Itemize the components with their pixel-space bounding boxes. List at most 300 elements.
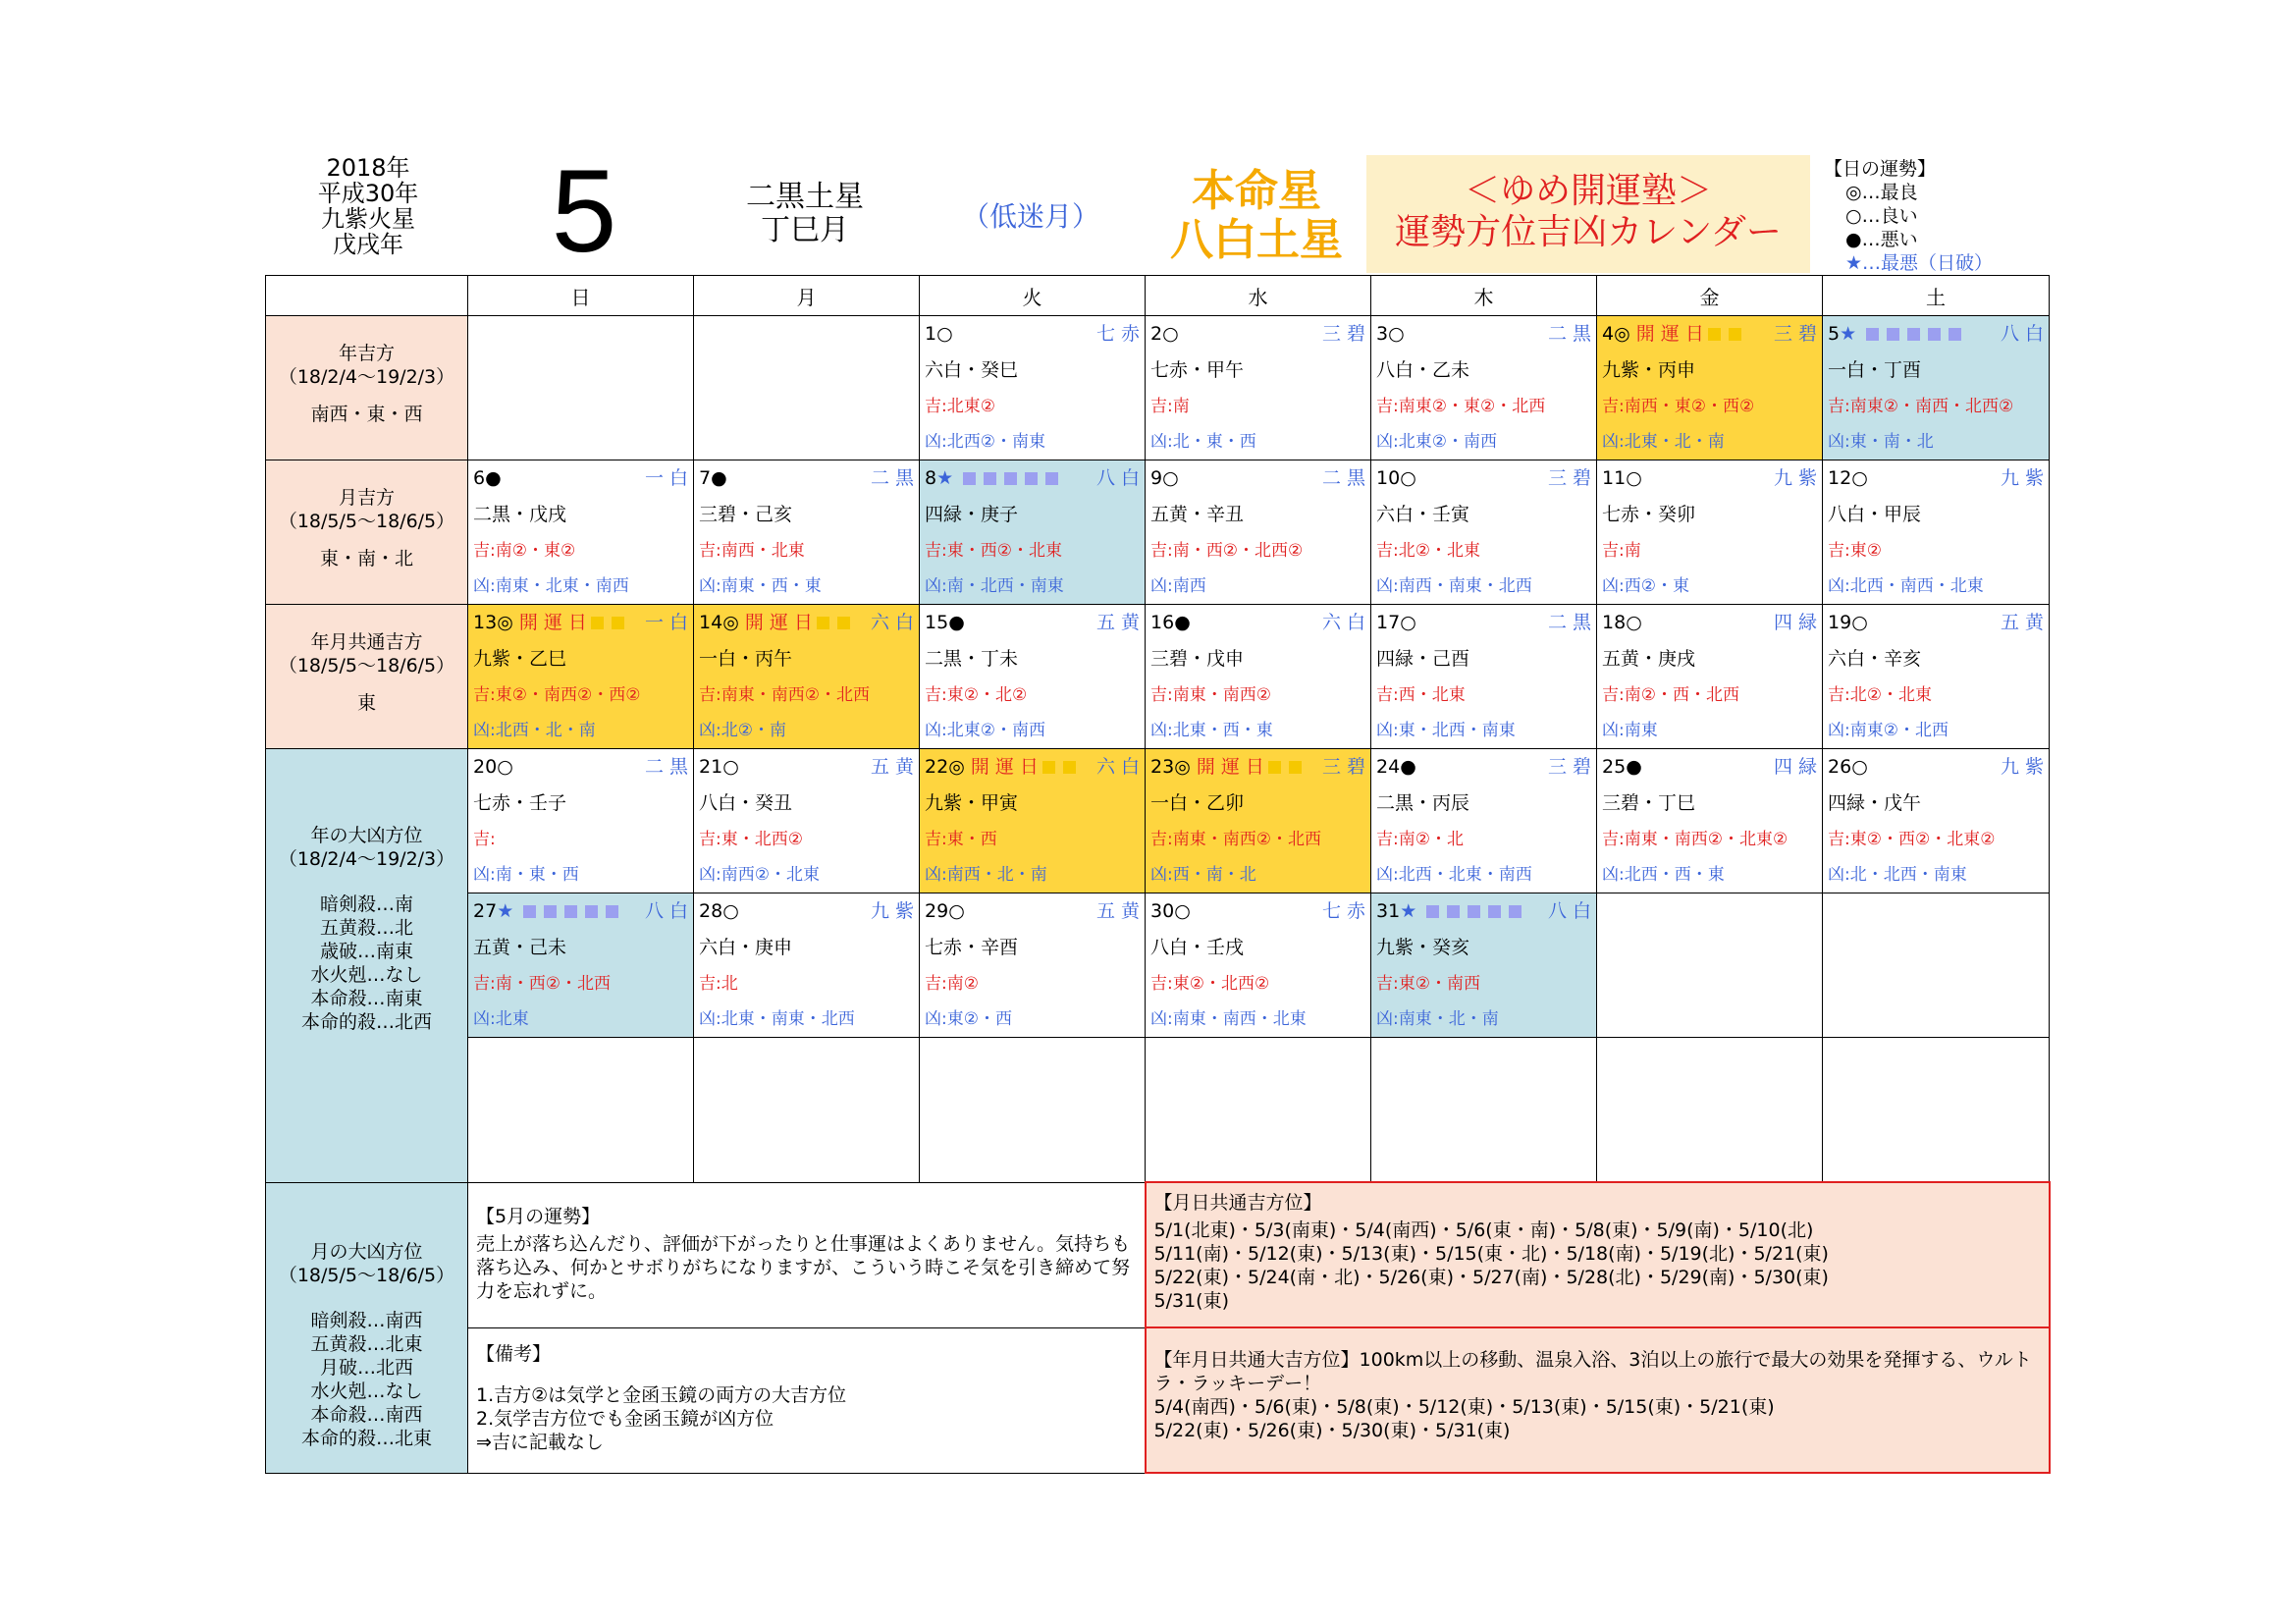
day-number: 30 <box>1150 900 1175 922</box>
day-fortune-mark: ● <box>1626 756 1642 778</box>
day-kichi: 吉:東②・南西 <box>1376 974 1480 994</box>
day-kanshi: 七赤・壬子 <box>473 792 567 814</box>
day-kichi: 吉:北②・北東 <box>1376 541 1480 561</box>
day-kanshi: 六白・辛亥 <box>1828 648 1922 670</box>
day-number: 11 <box>1602 467 1627 489</box>
kaiun-square-icon <box>1268 761 1281 774</box>
side-list-item: 五黄殺…北東 <box>310 1332 423 1355</box>
day-kyo: 凶:北西・北東・南西 <box>1376 865 1532 885</box>
worst-square-icon <box>1468 905 1480 918</box>
day-cell[interactable] <box>920 460 1146 605</box>
worst-squares <box>1862 323 1965 345</box>
empty-day-cell <box>468 1038 694 1183</box>
day-star: 三 碧 <box>1547 467 1591 489</box>
week-row <box>266 460 2050 605</box>
kaiun-square-icon <box>817 617 829 629</box>
day-kanshi: 七赤・甲午 <box>1150 359 1245 381</box>
calendar-grid <box>265 275 2051 1474</box>
day-cell[interactable] <box>1597 316 1823 460</box>
day-kanshi: 二黒・丙辰 <box>1376 792 1470 814</box>
day-kyo: 凶:南東・南西・北東 <box>1150 1009 1307 1029</box>
day-kyo: 凶:南西・南東・北西 <box>1376 576 1532 596</box>
day-kanshi: 一白・丁酉 <box>1828 359 1922 381</box>
day-fortune-mark: ○ <box>722 756 739 778</box>
day-number: 8 <box>925 467 937 489</box>
day-kyo: 凶:北西・南西・北東 <box>1828 576 1984 596</box>
worst-square-icon <box>1426 905 1439 918</box>
day-kyo: 凶:南・北西・南東 <box>925 576 1064 596</box>
empty-day-cell <box>1823 1038 2050 1183</box>
side-title: 月の大凶方位 <box>310 1240 423 1263</box>
title-line: 運勢方位吉凶カレンダー <box>1395 212 1782 252</box>
note-line: 2.気学吉方位でも金函玉鏡が凶方位 <box>476 1407 774 1430</box>
day-star: 六 白 <box>870 612 914 633</box>
day-number: 6 <box>473 467 486 489</box>
nengetsu-kippo <box>266 605 468 749</box>
day-star: 三 碧 <box>1547 756 1591 778</box>
title-line: ＜ゆめ開運塾＞ <box>1464 171 1712 211</box>
day-star: 九 紫 <box>2000 756 2044 778</box>
empty-day-cell <box>694 316 920 460</box>
day-kyo: 凶:西②・東 <box>1602 576 1689 596</box>
day-kichi: 吉:南西・北東 <box>699 541 805 561</box>
weekday-row <box>266 276 2050 316</box>
month-star-line: 丁巳月 <box>761 213 849 247</box>
day-fortune-mark: ● <box>948 612 965 633</box>
side-list-item: 暗剣殺…南 <box>319 893 413 915</box>
side-range: （18/5/5～18/6/5） <box>278 1264 455 1286</box>
day-fortune-mark: ● <box>485 467 502 489</box>
worst-square-icon <box>1045 472 1058 485</box>
day-kichi: 吉:北②・北東 <box>1828 685 1932 705</box>
note-line: 1.吉方②は気学と金函玉鏡の両方の大吉方位 <box>476 1383 847 1406</box>
worst-square-icon <box>1025 472 1038 485</box>
day-star: 二 黒 <box>644 756 688 778</box>
note-line: 5/11(南)・5/12(東)・5/13(東)・5/15(東・北)・5/18(南)・5/19(北)・5/21(東) <box>1153 1243 1829 1265</box>
honmei-line: 八白土星 <box>1170 215 1343 265</box>
day-fortune-mark: ○ <box>1162 323 1179 345</box>
day-fortune-mark: ○ <box>936 323 953 345</box>
day-kyo: 凶:北東②・南西 <box>925 721 1045 740</box>
day-kyo: 凶:南・東・西 <box>473 865 579 885</box>
worst-square-icon <box>1004 472 1017 485</box>
day-kanshi: 八白・甲辰 <box>1828 504 1922 525</box>
day-kichi: 吉:南東・南西②・北東② <box>1602 830 1789 849</box>
worst-squares <box>1422 900 1525 922</box>
side-list-item: 五黄殺…北 <box>319 917 413 939</box>
day-kyo: 凶:南東・北東・南西 <box>473 576 629 596</box>
day-cell[interactable] <box>468 893 694 1038</box>
day-fortune-mark: ○ <box>1162 467 1179 489</box>
day-star: 五 黄 <box>1095 900 1140 922</box>
worst-square-icon <box>523 905 536 918</box>
day-star: 八 白 <box>2000 323 2044 345</box>
day-star: 五 黄 <box>870 756 914 778</box>
day-star: 七 赤 <box>1321 900 1365 922</box>
weekday-sat: 土 <box>1823 276 2050 316</box>
day-star: 八 白 <box>644 900 688 922</box>
day-fortune-mark: ● <box>711 467 727 489</box>
day-kyo: 凶:北東・北・南 <box>1602 432 1725 452</box>
day-cell[interactable] <box>1823 316 2050 460</box>
legend-item: ◎…最良 <box>1845 182 1918 203</box>
day-kichi: 吉:南東②・南西・北西② <box>1828 397 2014 416</box>
day-cell[interactable] <box>1597 605 1823 749</box>
honmei-line: 本命星 <box>1192 166 1321 216</box>
day-star: 九 紫 <box>1773 467 1817 489</box>
worst-square-icon <box>984 472 996 485</box>
day-cell[interactable] <box>1146 605 1371 749</box>
worst-square-icon <box>1509 905 1522 918</box>
year-line: 平成30年 <box>317 180 419 207</box>
day-cell[interactable] <box>1371 749 1597 893</box>
legend-item-worst: ★…最悪（日破） <box>1845 252 1994 274</box>
day-star: 五 黄 <box>1095 612 1140 633</box>
kaiun-square-icon <box>837 617 850 629</box>
day-kichi: 吉:南 <box>1150 397 1190 416</box>
note-title: 【5月の運勢】 <box>476 1205 601 1227</box>
day-fortune-mark: ★ <box>1840 323 1857 345</box>
day-kanshi: 一白・乙卯 <box>1150 792 1245 814</box>
worst-square-icon <box>564 905 577 918</box>
day-number: 10 <box>1376 467 1401 489</box>
day-number: 28 <box>699 900 723 922</box>
day-kanshi: 六白・庚申 <box>699 937 793 958</box>
kaiun-square-icon <box>1289 761 1302 774</box>
day-cell[interactable] <box>694 749 920 893</box>
day-kanshi: 六白・癸巳 <box>925 359 1019 381</box>
day-cell[interactable] <box>1146 893 1371 1038</box>
day-number: 14 <box>699 612 723 633</box>
day-number: 27 <box>473 900 498 922</box>
day-star: 六 白 <box>1095 756 1140 778</box>
side-list-item: 歳破…南東 <box>319 941 413 962</box>
day-number: 5 <box>1828 323 1841 345</box>
legend-item: ○…良い <box>1845 205 1918 227</box>
day-number: 24 <box>1376 756 1401 778</box>
day-cell[interactable] <box>468 749 694 893</box>
day-fortune-mark: ◎ <box>948 756 965 778</box>
day-number: 15 <box>925 612 949 633</box>
day-kanshi: 一白・丙午 <box>699 648 793 670</box>
day-cell[interactable] <box>468 460 694 605</box>
note-text: 売上が落ち込んだり、評価が下がったりと仕事運はよくありません。気持ちも落ち込み、何かとサボりがちになりますが、こういう時こそ気を引き締めて努力を忘れずに。 <box>476 1232 1131 1302</box>
empty-day-cell <box>468 316 694 460</box>
worst-square-icon <box>1447 905 1460 918</box>
day-fortune-mark: ◎ <box>497 612 513 633</box>
day-kichi: 吉:南②・北 <box>1376 830 1464 849</box>
day-fortune-mark: ★ <box>497 900 514 922</box>
kaiun-square-icon <box>1729 328 1741 341</box>
day-fortune-mark: ● <box>1400 756 1416 778</box>
day-kanshi: 九紫・甲寅 <box>925 792 1019 814</box>
day-number: 4 <box>1602 323 1615 345</box>
worst-square-icon <box>1949 328 1961 341</box>
day-cell[interactable] <box>1146 460 1371 605</box>
day-number: 19 <box>1828 612 1852 633</box>
day-star: 三 碧 <box>1773 323 1817 345</box>
day-kyo: 凶:南東・西・東 <box>699 576 822 596</box>
side-title: 月吉方 <box>338 487 395 509</box>
day-fortune-mark: ○ <box>1400 467 1416 489</box>
note-body: 100km以上の移動、温泉入浴、3泊以上の旅行で最大の効果を発揮する、ウルトラ・ラッキーデー！ <box>1153 1349 2032 1394</box>
day-kichi: 吉:南②・西・北西 <box>1602 685 1739 705</box>
day-kyo: 凶:北・東・西 <box>1150 432 1256 452</box>
day-kanshi: 七赤・癸卯 <box>1602 504 1696 525</box>
side-title: 年月共通吉方 <box>310 631 423 653</box>
day-cell[interactable] <box>1146 316 1371 460</box>
day-star: 六 白 <box>1321 612 1365 633</box>
side-range: （18/5/5～18/6/5） <box>278 511 455 532</box>
side-list <box>268 1309 465 1450</box>
side-list-item: 本命的殺…北西 <box>300 1011 432 1033</box>
day-kanshi: 四緑・己酉 <box>1376 648 1470 670</box>
day-fortune-mark: ○ <box>1851 612 1868 633</box>
day-cell[interactable] <box>1823 749 2050 893</box>
day-cell[interactable] <box>1597 460 1823 605</box>
day-kyo: 凶:西・南・北 <box>1150 865 1256 885</box>
day-cell[interactable] <box>1371 316 1597 460</box>
day-fortune-mark: ○ <box>1626 612 1642 633</box>
day-star: 四 緑 <box>1773 756 1817 778</box>
day-kichi: 吉:南② <box>925 974 979 994</box>
day-fortune-mark: ★ <box>936 467 954 489</box>
note-title: 【年月日共通大吉方位】 <box>1153 1349 1360 1371</box>
day-star: 五 黄 <box>2000 612 2044 633</box>
weekday-sun: 日 <box>468 276 694 316</box>
note-line: 5/1(北東)・5/3(南東)・5/4(南西)・5/6(東・南)・5/8(東)・5/9(南)・5/10(北) <box>1153 1219 1814 1241</box>
biko-note <box>468 1327 1146 1473</box>
day-cell[interactable] <box>920 749 1146 893</box>
day-number: 16 <box>1150 612 1175 633</box>
side-list-item: 本命殺…南西 <box>310 1403 423 1426</box>
teimei-label: （低迷月） <box>962 200 1100 233</box>
day-cell[interactable] <box>1371 893 1597 1038</box>
day-kichi: 吉:東②・北② <box>925 685 1028 705</box>
year-line: 2018年 <box>326 154 410 182</box>
weekday-thu: 木 <box>1371 276 1597 316</box>
worst-square-icon <box>1887 328 1899 341</box>
kaiun-square-icon <box>1708 328 1721 341</box>
side-list-item: 本命的殺…北東 <box>300 1427 432 1449</box>
day-kyo: 凶:南東 <box>1602 721 1658 740</box>
day-number: 21 <box>699 756 723 778</box>
fortune-legend <box>1824 157 2020 275</box>
kaiun-day-label: 開 運 日 <box>1196 756 1264 778</box>
day-kyo: 凶:北東②・南西 <box>1376 432 1497 452</box>
day-star: 二 黒 <box>1547 612 1591 633</box>
day-kanshi: 三碧・戊申 <box>1150 648 1245 670</box>
week-row <box>266 749 2050 893</box>
day-kanshi: 四緑・戊午 <box>1828 792 1922 814</box>
day-kyo: 凶:北東・南東・北西 <box>699 1009 855 1029</box>
day-fortune-mark: ○ <box>1174 900 1191 922</box>
day-kanshi: 六白・壬寅 <box>1376 504 1470 525</box>
worst-square-icon <box>1907 328 1920 341</box>
month-star-line: 二黒土星 <box>746 180 864 214</box>
month-star <box>726 181 883 247</box>
day-kichi: 吉:東②・西②・北東② <box>1828 830 1996 849</box>
weekday-mon: 月 <box>694 276 920 316</box>
worst-square-icon <box>963 472 976 485</box>
honmei-star <box>1148 167 1364 265</box>
day-kichi: 吉:南 <box>1602 541 1641 561</box>
day-star: 七 赤 <box>1095 323 1140 345</box>
month-number: 5 <box>551 145 617 277</box>
kaiun-square-icon <box>612 617 624 629</box>
day-cell[interactable] <box>920 605 1146 749</box>
day-kyo: 凶:北西・西・東 <box>1602 865 1725 885</box>
day-star: 一 白 <box>644 467 688 489</box>
side-list-item: 暗剣殺…南西 <box>310 1309 423 1331</box>
kaiun-day-label: 開 運 日 <box>970 756 1039 778</box>
day-fortune-mark: ◎ <box>1614 323 1630 345</box>
note-line: ⇒吉に記載なし <box>476 1431 604 1453</box>
calendar-title <box>1366 155 1810 273</box>
day-cell[interactable] <box>694 893 920 1038</box>
notes-row <box>266 1327 2050 1473</box>
day-kanshi: 二黒・丁未 <box>925 648 1019 670</box>
day-kyo: 凶:北東・西・東 <box>1150 721 1273 740</box>
day-kichi: 吉:北東② <box>925 397 995 416</box>
worst-square-icon <box>1866 328 1879 341</box>
notes-row <box>266 1182 2050 1327</box>
legend-title: 【日の運勢】 <box>1824 158 1937 180</box>
day-kanshi: 五黄・庚戌 <box>1602 648 1696 670</box>
weekday-wed: 水 <box>1146 276 1371 316</box>
day-star: 九 紫 <box>2000 467 2044 489</box>
day-number: 22 <box>925 756 949 778</box>
day-cell[interactable] <box>920 316 1146 460</box>
day-kichi: 吉:東②・北西② <box>1150 974 1270 994</box>
day-cell[interactable] <box>1146 749 1371 893</box>
side-list-item: 水火剋…なし <box>310 1380 423 1402</box>
day-kanshi: 五黄・己未 <box>473 937 567 958</box>
day-kanshi: 九紫・乙巳 <box>473 648 567 670</box>
day-kichi: 吉:東・北西② <box>699 830 803 849</box>
day-cell[interactable] <box>694 605 920 749</box>
day-kanshi: 四緑・庚子 <box>925 504 1019 525</box>
day-kanshi: 九紫・癸亥 <box>1376 937 1470 958</box>
day-kanshi: 八白・乙未 <box>1376 359 1470 381</box>
day-kichi: 吉:南東②・東②・北西 <box>1376 397 1546 416</box>
empty-day-cell <box>694 1038 920 1183</box>
nen-daikyo <box>266 749 468 1183</box>
day-cell[interactable] <box>1823 460 2050 605</box>
day-number: 18 <box>1602 612 1627 633</box>
note-text <box>1154 1348 2041 1395</box>
year-line: 九紫火星 <box>321 205 415 233</box>
day-cell[interactable] <box>1371 605 1597 749</box>
day-kichi: 吉: <box>473 830 496 849</box>
worst-squares <box>519 900 622 922</box>
day-kyo: 凶:北西・北・南 <box>473 721 596 740</box>
day-cell[interactable] <box>694 460 920 605</box>
day-fortune-mark: ○ <box>1851 756 1868 778</box>
nen-kippo <box>266 316 468 460</box>
day-kanshi: 七赤・辛酉 <box>925 937 1019 958</box>
side-title: 年の大凶方位 <box>310 825 423 846</box>
side-range: （18/2/4～19/2/3） <box>278 366 455 388</box>
day-kyo: 凶:北西②・南東 <box>925 432 1045 452</box>
legend-item: ●…悪い <box>1845 229 1918 250</box>
day-star: 二 黒 <box>1321 467 1365 489</box>
day-star: 八 白 <box>1547 900 1591 922</box>
kaiun-square-icon <box>1042 761 1055 774</box>
kaiun-square-icon <box>1063 761 1076 774</box>
day-kichi: 吉:南・西②・北西② <box>1150 541 1304 561</box>
day-fortune-mark: ○ <box>1626 467 1642 489</box>
weekday-tue: 火 <box>920 276 1146 316</box>
year-info <box>275 155 461 257</box>
tsuki-daikyo <box>266 1182 468 1473</box>
side-range: （18/2/4～19/2/3） <box>278 848 455 870</box>
side-range: （18/5/5～18/6/5） <box>278 655 455 677</box>
worst-square-icon <box>1488 905 1501 918</box>
day-cell[interactable] <box>1823 605 2050 749</box>
worst-square-icon <box>544 905 557 918</box>
day-kanshi: 八白・壬戌 <box>1150 937 1245 958</box>
day-kanshi: 八白・癸丑 <box>699 792 793 814</box>
empty-day-cell <box>920 1038 1146 1183</box>
day-star: 三 碧 <box>1321 323 1365 345</box>
day-fortune-mark: ○ <box>948 900 965 922</box>
kaiun-day-label: 開 運 日 <box>518 612 587 633</box>
empty-day-cell <box>1823 893 2050 1038</box>
kaiun-day-label: 開 運 日 <box>1635 323 1704 345</box>
day-kyo: 凶:南西・北・南 <box>925 865 1047 885</box>
side-list <box>268 893 465 1034</box>
day-number: 25 <box>1602 756 1627 778</box>
worst-square-icon <box>606 905 618 918</box>
side-value: 東 <box>356 692 376 714</box>
day-fortune-mark: ◎ <box>722 612 739 633</box>
day-kyo: 凶:南東②・北西 <box>1828 721 1949 740</box>
day-kyo: 凶:北②・南 <box>699 721 786 740</box>
day-star: 三 碧 <box>1321 756 1365 778</box>
side-title: 年吉方 <box>338 343 395 364</box>
corner-cell <box>266 276 468 316</box>
worst-square-icon <box>1928 328 1941 341</box>
side-list-item: 月破…北西 <box>319 1356 413 1379</box>
day-star: 九 紫 <box>870 900 914 922</box>
day-kyo: 凶:東・南・北 <box>1828 432 1934 452</box>
week-row <box>266 316 2050 460</box>
week-row <box>266 893 2050 1038</box>
day-cell[interactable] <box>1371 460 1597 605</box>
day-star: 四 緑 <box>1773 612 1817 633</box>
day-cell[interactable] <box>920 893 1146 1038</box>
day-kyo: 凶:南西②・北東 <box>699 865 820 885</box>
day-kanshi: 九紫・丙申 <box>1602 359 1696 381</box>
day-kichi: 吉:南・西②・北西 <box>473 974 611 994</box>
day-kichi: 吉:南東・南西②・北西 <box>1150 830 1321 849</box>
kaiun-square-icon <box>591 617 604 629</box>
day-fortune-mark: ○ <box>722 900 739 922</box>
note-title: 【月日共通吉方位】 <box>1153 1192 1322 1214</box>
day-fortune-mark: ★ <box>1400 900 1417 922</box>
day-kichi: 吉:北 <box>699 974 738 994</box>
kaiun-day-label: 開 運 日 <box>744 612 813 633</box>
gappi-kippo-note <box>1146 1182 2050 1327</box>
day-number: 12 <box>1828 467 1852 489</box>
day-cell[interactable] <box>1597 749 1823 893</box>
day-cell[interactable] <box>468 605 694 749</box>
side-value: 南西・東・西 <box>310 404 423 425</box>
day-number: 31 <box>1376 900 1401 922</box>
day-kyo: 凶:北・北西・南東 <box>1828 865 1967 885</box>
day-kanshi: 五黄・辛丑 <box>1150 504 1245 525</box>
